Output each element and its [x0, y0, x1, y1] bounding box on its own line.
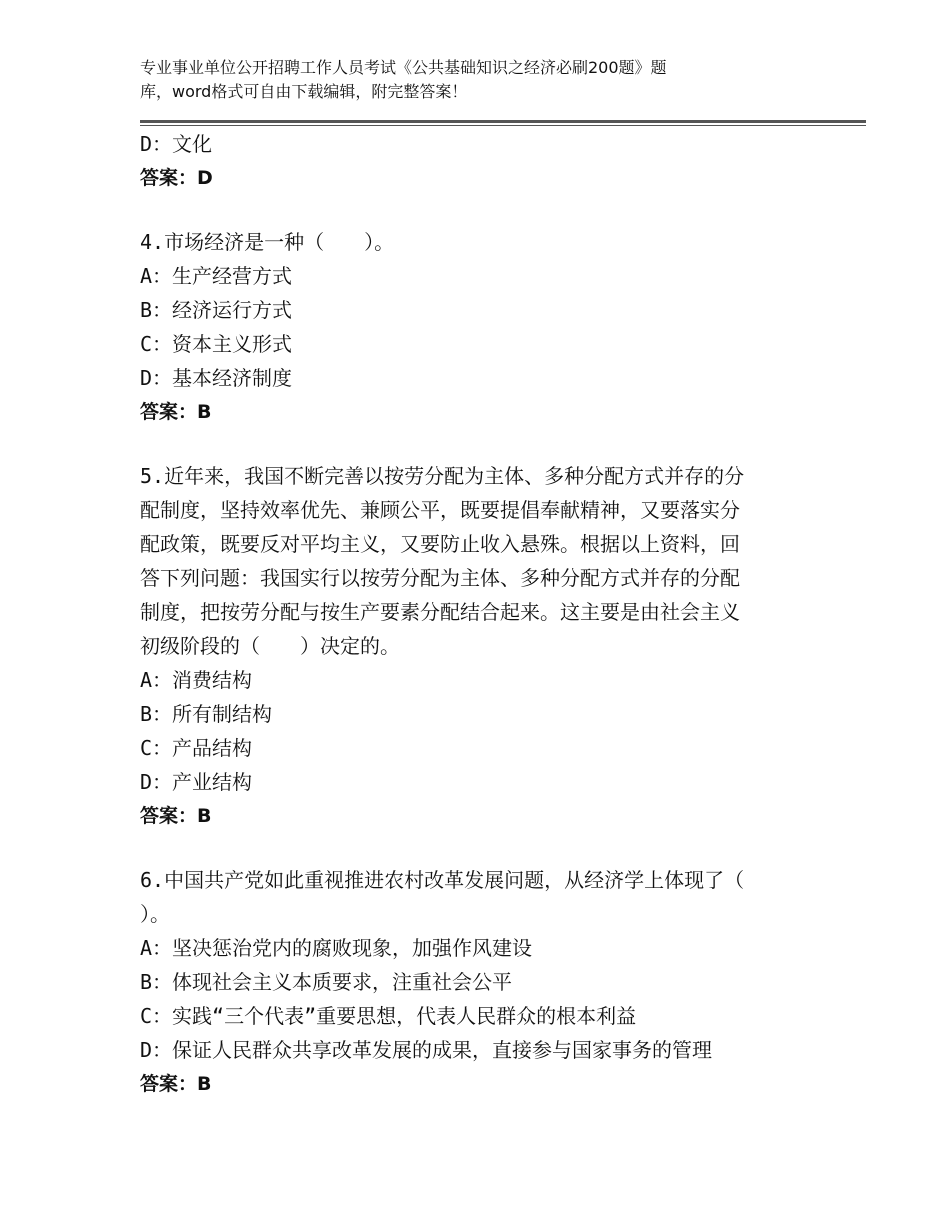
option-b: B：经济运行方式 [140, 298, 293, 322]
answer-line: 答案：B [140, 1073, 212, 1095]
answer-line: 答案：B [140, 401, 212, 423]
question-stem-line: 6.中国共产党如此重视推进农村改革发展问题，从经济学上体现了（ [140, 868, 745, 892]
header-title-line-2: 库，word格式可自由下载编辑，附完整答案！ [140, 82, 468, 101]
document-header [140, 56, 820, 104]
question-stem-line: 初级阶段的（ ）决定的。 [140, 634, 400, 658]
header-divider-thick [140, 120, 866, 123]
question-stem-line: 答下列问题：我国实行以按劳分配为主体、多种分配方式并存的分配 [140, 566, 740, 590]
answer-line: 答案：B [140, 805, 212, 827]
question-stem-line: 制度，把按劳分配与按生产要素分配结合起来。这主要是由社会主义 [140, 600, 740, 624]
option-a: A：生产经营方式 [140, 264, 293, 288]
option-d: D：基本经济制度 [140, 366, 293, 390]
header-title-line-1: 专业事业单位公开招聘工作人员考试《公共基础知识之经济必刷200题》题 [140, 58, 667, 77]
option-c: C：实践“三个代表”重要思想，代表人民群众的根本利益 [140, 1004, 637, 1028]
option-a: A：坚决惩治党内的腐败现象，加强作风建设 [140, 936, 533, 960]
question-stem-line: 配制度，坚持效率优先、兼顾公平，既要提倡奉献精神，又要落实分 [140, 498, 740, 522]
answer-line: 答案：D [140, 167, 213, 189]
option-a: A：消费结构 [140, 668, 253, 692]
option-c: C：产品结构 [140, 736, 253, 760]
question-stem-line: ）。 [140, 902, 170, 926]
header-divider-thin [140, 125, 866, 126]
document-body [140, 127, 800, 1101]
option-b: B：所有制结构 [140, 702, 273, 726]
option-d: D：文化 [140, 132, 213, 156]
question-6 [140, 863, 800, 1101]
option-d: D：产业结构 [140, 770, 253, 794]
previous-question-tail [140, 127, 800, 195]
question-stem-line: 配政策，既要反对平均主义，又要防止收入悬殊。根据以上资料，回 [140, 532, 740, 556]
option-d: D：保证人民群众共享改革发展的成果，直接参与国家事务的管理 [140, 1038, 713, 1062]
option-b: B：体现社会主义本质要求，注重社会公平 [140, 970, 513, 994]
question-stem: 4.市场经济是一种（ ）。 [140, 230, 395, 254]
question-stem-line: 5.近年来，我国不断完善以按劳分配为主体、多种分配方式并存的分 [140, 464, 745, 488]
option-c: C：资本主义形式 [140, 332, 293, 356]
question-4 [140, 225, 800, 429]
question-5 [140, 459, 800, 833]
